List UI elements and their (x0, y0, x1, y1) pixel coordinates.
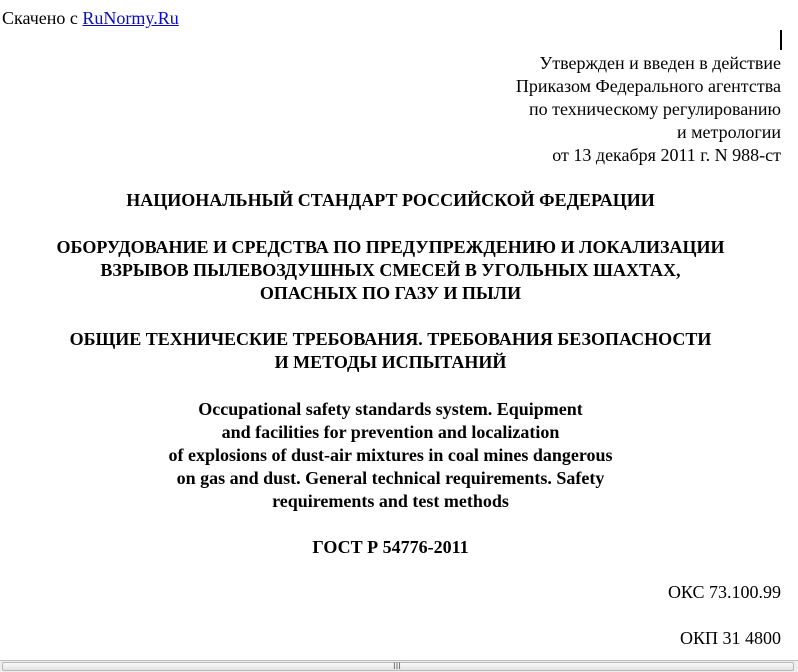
title-ru (0, 236, 781, 305)
scrollbar-thumb[interactable] (2, 662, 794, 671)
subtitle-ru-line: И МЕТОДЫ ИСПЫТАНИЙ (274, 352, 507, 372)
horizontal-scrollbar[interactable] (0, 660, 798, 672)
scrollbar-grip-icon: III (393, 662, 401, 672)
subtitle-ru-line: ОБЩИЕ ТЕХНИЧЕСКИЕ ТРЕБОВАНИЯ. ТРЕБОВАНИЯ БЕЗОПАСНОСТИ (69, 329, 712, 349)
approval-line: и метрологии (677, 122, 781, 142)
title-en (0, 398, 781, 513)
approval-line: по техническому регулированию (528, 99, 781, 119)
source-prefix: Скачено с (2, 8, 83, 28)
title-en-line: on gas and dust. General technical requirements. Safety (176, 468, 605, 488)
gost-code-text: ГОСТ Р 54776-2011 (312, 537, 469, 557)
approval-line: Приказом Федерального агентства (515, 76, 781, 96)
title-en-line: requirements and test methods (272, 491, 509, 511)
approval-line: Утвержден и введен в действие (539, 53, 781, 73)
title-ru-line: ОПАСНЫХ ПО ГАЗУ И ПЫЛИ (259, 283, 522, 303)
okp-code: ОКП 31 4800 (679, 628, 781, 648)
title-ru-line: ОБОРУДОВАНИЕ И СРЕДСТВА ПО ПРЕДУПРЕЖДЕНИЮ И ЛОКАЛИЗАЦИИ (56, 237, 725, 257)
text-cursor (780, 30, 782, 50)
standard-heading-text: НАЦИОНАЛЬНЫЙ СТАНДАРТ РОССИЙСКОЙ ФЕДЕРАЦИИ (126, 190, 655, 210)
oks-code: ОКС 73.100.99 (667, 582, 781, 602)
title-en-line: of explosions of dust-air mixtures in coal mines dangerous (168, 445, 613, 465)
approval-line: от 13 декабря 2011 г. N 988-ст (552, 145, 781, 165)
title-ru-line: ВЗРЫВОВ ПЫЛЕВОЗДУШНЫХ СМЕСЕЙ В УГОЛЬНЫХ ШАХТАХ, (100, 260, 681, 280)
title-en-line: Occupational safety standards system. Equipment (198, 399, 583, 419)
runormy-link[interactable]: RuNormy.Ru (82, 8, 179, 28)
standard-heading (0, 189, 781, 212)
title-en-line: and facilities for prevention and localization (221, 422, 560, 442)
gost-code (0, 536, 781, 559)
subtitle-ru (0, 328, 781, 374)
source-line (2, 7, 179, 29)
approval-block (516, 52, 781, 167)
